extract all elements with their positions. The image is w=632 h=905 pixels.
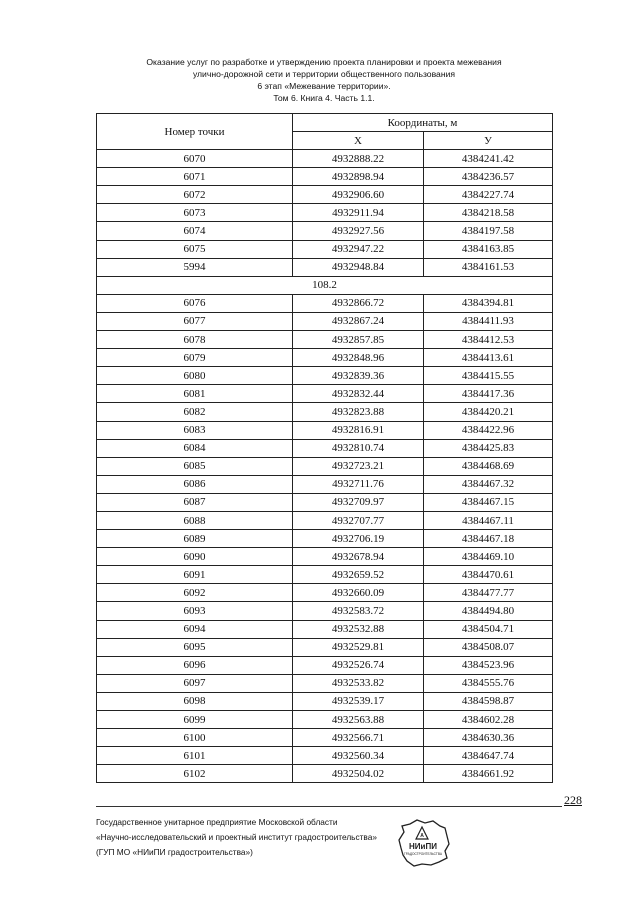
table-row <box>97 331 553 349</box>
footer-line-1: Государственное унитарное предприятие Московской области <box>96 817 338 827</box>
y-coordinate-cell: 4384508.07 <box>424 638 553 656</box>
point-number-cell: 6100 <box>97 729 293 747</box>
y-coordinate-cell: 4384602.28 <box>424 711 553 729</box>
x-coordinate-cell: 4932823.88 <box>293 403 424 421</box>
column-header-y: У <box>424 132 553 150</box>
table-row <box>97 150 553 168</box>
y-coordinate-cell: 4384394.81 <box>424 294 553 312</box>
point-number-cell: 6087 <box>97 493 293 511</box>
y-coordinate-cell: 4384411.93 <box>424 312 553 330</box>
point-number-cell: 6081 <box>97 385 293 403</box>
point-number-cell: 6073 <box>97 204 293 222</box>
x-coordinate-cell: 4932706.19 <box>293 530 424 548</box>
x-coordinate-cell: 4932709.97 <box>293 493 424 511</box>
point-number-cell: 6094 <box>97 620 293 638</box>
x-coordinate-cell: 4932867.24 <box>293 312 424 330</box>
y-coordinate-cell: 4384467.15 <box>424 493 553 511</box>
y-coordinate-cell: 4384420.21 <box>424 403 553 421</box>
y-coordinate-cell: 4384598.87 <box>424 692 553 710</box>
table-row <box>97 765 553 783</box>
x-coordinate-cell: 4932566.71 <box>293 729 424 747</box>
y-coordinate-cell: 4384477.77 <box>424 584 553 602</box>
x-coordinate-cell: 4932857.85 <box>293 331 424 349</box>
x-coordinate-cell: 4932529.81 <box>293 638 424 656</box>
y-coordinate-cell: 4384412.53 <box>424 331 553 349</box>
page-number: 228 <box>564 793 582 807</box>
point-number-cell: 6088 <box>97 511 293 529</box>
section-label: 108.2 <box>97 276 553 294</box>
header-line-3: 6 этап «Межевание территории». <box>257 81 391 91</box>
x-coordinate-cell: 4932659.52 <box>293 566 424 584</box>
footer-line-3: (ГУП МО «НИиПИ градостроительства») <box>96 847 253 857</box>
point-number-cell: 6098 <box>97 692 293 710</box>
point-number-cell: 6080 <box>97 367 293 385</box>
table-row <box>97 204 553 222</box>
table-row <box>97 312 553 330</box>
point-number-cell: 6078 <box>97 331 293 349</box>
y-coordinate-cell: 4384494.80 <box>424 602 553 620</box>
x-coordinate-cell: 4932678.94 <box>293 548 424 566</box>
y-coordinate-cell: 4384413.61 <box>424 349 553 367</box>
y-coordinate-cell: 4384647.74 <box>424 747 553 765</box>
table-section-b-heading <box>97 276 553 294</box>
table-row <box>97 186 553 204</box>
footer-divider <box>96 806 562 807</box>
y-coordinate-cell: 4384523.96 <box>424 656 553 674</box>
x-coordinate-cell: 4932711.76 <box>293 475 424 493</box>
column-header-point: Номер точки <box>97 114 293 150</box>
point-number-cell: 6070 <box>97 150 293 168</box>
x-coordinate-cell: 4932504.02 <box>293 765 424 783</box>
point-number-cell: 6101 <box>97 747 293 765</box>
x-coordinate-cell: 4932660.09 <box>293 584 424 602</box>
y-coordinate-cell: 4384504.71 <box>424 620 553 638</box>
document-header <box>96 56 552 104</box>
point-number-cell: 6085 <box>97 457 293 475</box>
table-row <box>97 367 553 385</box>
y-coordinate-cell: 4384218.58 <box>424 204 553 222</box>
x-coordinate-cell: 4932888.22 <box>293 150 424 168</box>
x-coordinate-cell: 4932723.21 <box>293 457 424 475</box>
x-coordinate-cell: 4932947.22 <box>293 240 424 258</box>
svg-text:A: A <box>420 833 424 839</box>
table-row <box>97 584 553 602</box>
table-row <box>97 294 553 312</box>
footer-line-2: «Научно-исследовательский и проектный институт градостроительства» <box>96 832 377 842</box>
y-coordinate-cell: 4384469.10 <box>424 548 553 566</box>
y-coordinate-cell: 4384161.53 <box>424 258 553 276</box>
table-row <box>97 747 553 765</box>
x-coordinate-cell: 4932583.72 <box>293 602 424 620</box>
point-number-cell: 6072 <box>97 186 293 204</box>
point-number-cell: 6102 <box>97 765 293 783</box>
y-coordinate-cell: 4384236.57 <box>424 168 553 186</box>
point-number-cell: 6095 <box>97 638 293 656</box>
x-coordinate-cell: 4932539.17 <box>293 692 424 710</box>
table-row <box>97 240 553 258</box>
table-row <box>97 530 553 548</box>
point-number-cell: 6075 <box>97 240 293 258</box>
x-coordinate-cell: 4932526.74 <box>293 656 424 674</box>
table-row <box>97 222 553 240</box>
y-coordinate-cell: 4384555.76 <box>424 674 553 692</box>
point-number-cell: 6077 <box>97 312 293 330</box>
x-coordinate-cell: 4932707.77 <box>293 511 424 529</box>
x-coordinate-cell: 4932810.74 <box>293 439 424 457</box>
point-number-cell: 6083 <box>97 421 293 439</box>
logo-text-sub: ГРАДОСТРОИТЕЛЬСТВА <box>404 852 442 856</box>
point-number-cell: 6092 <box>97 584 293 602</box>
point-number-cell: 6084 <box>97 439 293 457</box>
table-row <box>97 439 553 457</box>
table-row <box>97 421 553 439</box>
table-row <box>97 168 553 186</box>
y-coordinate-cell: 4384415.55 <box>424 367 553 385</box>
y-coordinate-cell: 4384467.18 <box>424 530 553 548</box>
table-row <box>97 403 553 421</box>
x-coordinate-cell: 4932563.88 <box>293 711 424 729</box>
y-coordinate-cell: 4384630.36 <box>424 729 553 747</box>
point-number-cell: 6097 <box>97 674 293 692</box>
table-row <box>97 258 553 276</box>
column-header-x: X <box>293 132 424 150</box>
x-coordinate-cell: 4932832.44 <box>293 385 424 403</box>
point-number-cell: 6099 <box>97 711 293 729</box>
table-row <box>97 602 553 620</box>
point-number-cell: 6089 <box>97 530 293 548</box>
table-row <box>97 566 553 584</box>
y-coordinate-cell: 4384417.36 <box>424 385 553 403</box>
y-coordinate-cell: 4384422.96 <box>424 421 553 439</box>
point-number-cell: 6082 <box>97 403 293 421</box>
logo-text-main: НИиПИ <box>409 842 437 851</box>
x-coordinate-cell: 4932898.94 <box>293 168 424 186</box>
x-coordinate-cell: 4932948.84 <box>293 258 424 276</box>
x-coordinate-cell: 4932927.56 <box>293 222 424 240</box>
y-coordinate-cell: 4384425.83 <box>424 439 553 457</box>
point-number-cell: 6076 <box>97 294 293 312</box>
table-row <box>97 493 553 511</box>
y-coordinate-cell: 4384241.42 <box>424 150 553 168</box>
table-row <box>97 620 553 638</box>
x-coordinate-cell: 4932533.82 <box>293 674 424 692</box>
point-number-cell: 6086 <box>97 475 293 493</box>
point-number-cell: 6096 <box>97 656 293 674</box>
x-coordinate-cell: 4932816.91 <box>293 421 424 439</box>
point-number-cell: 6074 <box>97 222 293 240</box>
table-section-a <box>97 150 553 277</box>
y-coordinate-cell: 4384468.69 <box>424 457 553 475</box>
table-row <box>97 692 553 710</box>
table-row <box>97 729 553 747</box>
table-section-b <box>97 294 553 783</box>
y-coordinate-cell: 4384197.58 <box>424 222 553 240</box>
x-coordinate-cell: 4932560.34 <box>293 747 424 765</box>
y-coordinate-cell: 4384661.92 <box>424 765 553 783</box>
point-number-cell: 5994 <box>97 258 293 276</box>
x-coordinate-cell: 4932848.96 <box>293 349 424 367</box>
y-coordinate-cell: 4384467.11 <box>424 511 553 529</box>
x-coordinate-cell: 4932839.36 <box>293 367 424 385</box>
point-number-cell: 6091 <box>97 566 293 584</box>
y-coordinate-cell: 4384227.74 <box>424 186 553 204</box>
table-row <box>97 457 553 475</box>
table-row <box>97 548 553 566</box>
table-row <box>97 674 553 692</box>
niipi-logo-icon <box>395 818 451 868</box>
x-coordinate-cell: 4932532.88 <box>293 620 424 638</box>
point-number-cell: 6071 <box>97 168 293 186</box>
table-row <box>97 638 553 656</box>
point-number-cell: 6090 <box>97 548 293 566</box>
footer <box>96 815 416 860</box>
coordinates-table <box>96 113 553 783</box>
header-line-2: улично-дорожной сети и территории общественного пользования <box>192 69 456 79</box>
header-line-4: Том 6. Книга 4. Часть 1.1. <box>273 93 375 103</box>
table-row <box>97 711 553 729</box>
table-row <box>97 385 553 403</box>
table-row <box>97 475 553 493</box>
point-number-cell: 6093 <box>97 602 293 620</box>
header-line-1: Оказание услуг по разработке и утверждению проекта планировки и проекта межевания <box>146 57 502 67</box>
y-coordinate-cell: 4384470.61 <box>424 566 553 584</box>
column-header-coordinates: Координаты, м <box>293 114 553 132</box>
point-number-cell: 6079 <box>97 349 293 367</box>
x-coordinate-cell: 4932866.72 <box>293 294 424 312</box>
x-coordinate-cell: 4932911.94 <box>293 204 424 222</box>
table-row <box>97 656 553 674</box>
table-row <box>97 349 553 367</box>
y-coordinate-cell: 4384467.32 <box>424 475 553 493</box>
y-coordinate-cell: 4384163.85 <box>424 240 553 258</box>
table-row <box>97 511 553 529</box>
x-coordinate-cell: 4932906.60 <box>293 186 424 204</box>
